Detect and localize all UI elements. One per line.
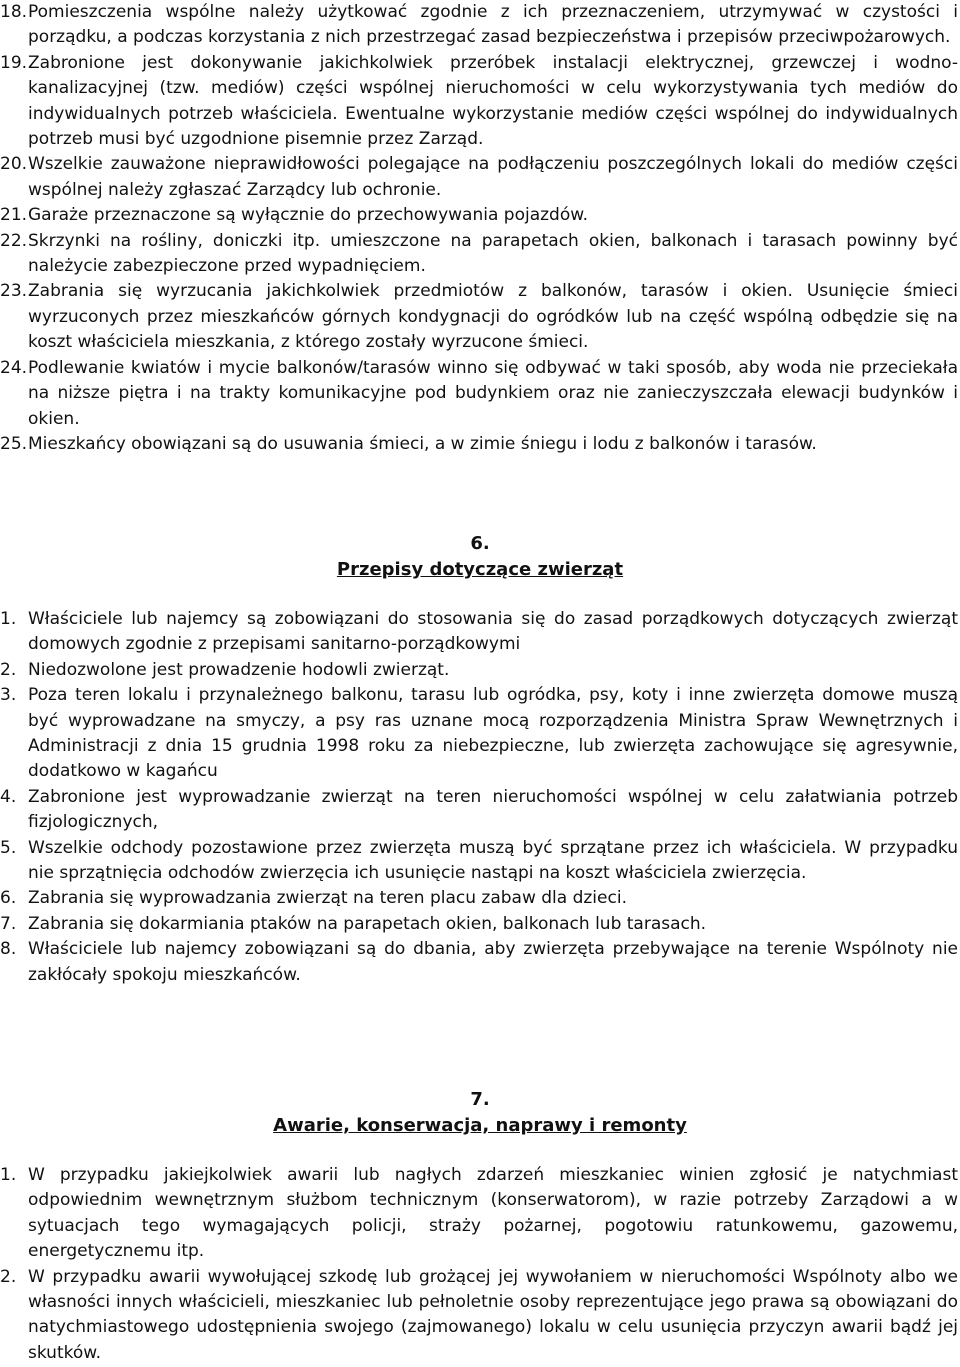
item-number: 7. (0, 913, 17, 934)
item-number: 20. (0, 154, 28, 175)
list-item (0, 607, 958, 658)
item-number: 4. (0, 786, 17, 807)
section-7-list (0, 1163, 958, 1366)
section-5-list (0, 0, 958, 457)
item-number: 23. (0, 281, 28, 302)
item-text: Wszelkie zauważone nieprawidłowości polegające na podłączeniu poszczególnych lokali do mediów części wspólnej należy zgłaszać Zarządcy lub ochronie. (28, 154, 958, 200)
list-item (0, 1163, 958, 1265)
section-6-title: Przepisy dotyczące zwierząt (336, 559, 624, 580)
item-number: 1. (0, 1165, 17, 1185)
item-text: Mieszkańcy obowiązani są do usuwania śmieci, a w zimie śniegu i lodu z balkonów i tarasów. (28, 433, 817, 454)
item-number: 1. (0, 609, 17, 629)
list-item (0, 279, 958, 355)
section-7-heading (0, 1087, 960, 1139)
item-number: 2. (0, 1266, 17, 1287)
list-item (0, 51, 958, 153)
item-text: Właściciele lub najemcy są zobowiązani do stosowania się do zasad porządkowych dotyczących zwierząt domowych zgodnie z przepisami sanitarno-porządkowymi (28, 609, 958, 655)
item-text: Pomieszczenia wspólne należy użytkować zgodnie z ich przeznaczeniem, utrzymywać w czystości i porządku, a podczas korzystania z nich przestrzegać zasad bezpieczeństwa i przepisów przeciwpożarowych. (28, 2, 958, 48)
section-6-number: 6. (470, 533, 490, 554)
section-7-number: 7. (470, 1089, 490, 1110)
section-6-heading (0, 531, 960, 583)
item-number: 19. (0, 52, 28, 73)
list-item (0, 912, 958, 937)
item-number: 18. (0, 2, 28, 22)
item-text: Podlewanie kwiatów i mycie balkonów/tarasów winno się odbywać w taki sposób, aby woda nie przeciekała na niższe piętra i na trakty komunikacyjne pod budynkiem oraz nie zanieczyszczała elewacji budynków i okien. (28, 357, 958, 429)
list-item (0, 886, 958, 911)
item-text: Poza teren lokalu i przynależnego balkonu, tarasu lub ogródka, psy, koty i inne zwierzęta domowe muszą być wyprowadzane na smyczy, a psy ras uznane mocą rozporządzenia Ministra Spraw Wewnętrznych i Administracji z dnia 15 grudnia 1998 roku za niebezpieczne, lub zwierzęta zachowujące się agresywnie, dodatkowo w kagańcu (28, 685, 958, 782)
list-item (0, 432, 958, 457)
list-item (0, 203, 958, 228)
list-item (0, 658, 958, 683)
item-number: 25. (0, 433, 28, 454)
list-item (0, 1265, 958, 1367)
item-text: Zabrania się dokarmiania ptaków na parapetach okien, balkonach lub tarasach. (28, 913, 707, 934)
item-number: 3. (0, 685, 17, 706)
list-item (0, 785, 958, 836)
list-item (0, 152, 958, 203)
item-text: W przypadku jakiejkolwiek awarii lub nagłych zdarzeń mieszkaniec winien zgłosić je natychmiast odpowiednim wewnętrznym służbom technicznym (konserwatorom), w razie potrzeby Zarządowi a w sytuacjach tego wymagających policji, straży pożarnej, pogotowiu ratunkowemu, gazowemu, energetycznemu itp. (28, 1165, 958, 1262)
section-7-title: Awarie, konserwacja, naprawy i remonty (273, 1115, 687, 1136)
item-text: Właściciele lub najemcy zobowiązani są do dbania, aby zwierzęta przebywające na terenie Wspólnoty nie zakłócały spokoju mieszkańców. (28, 939, 958, 985)
item-text: Niedozwolone jest prowadzenie hodowli zwierząt. (28, 659, 450, 680)
item-text: Garaże przeznaczone są wyłącznie do przechowywania pojazdów. (28, 205, 588, 226)
item-number: 5. (0, 837, 17, 858)
item-text: Zabrania się wyprowadzania zwierząt na teren placu zabaw dla dzieci. (28, 888, 627, 909)
item-number: 6. (0, 888, 17, 909)
item-number: 21. (0, 205, 28, 226)
list-item (0, 683, 958, 785)
item-text: Wszelkie odchody pozostawione przez zwierzęta muszą być sprzątane przez ich właściciela. W przypadku nie sprzątnięcia odchodów zwierzęcia ich usunięcie nastąpi na koszt właściciela zwierzęcia. (28, 837, 958, 884)
section-6-list (0, 607, 958, 988)
list-item (0, 229, 958, 280)
list-item (0, 356, 958, 432)
list-item (0, 836, 958, 887)
list-item (0, 937, 958, 988)
item-text: Skrzynki na rośliny, doniczki itp. umieszczone na parapetach okien, balkonach i tarasach powinny być należycie zabezpieczone przed wypadnięciem. (28, 230, 958, 277)
item-text: Zabronione jest dokonywanie jakichkolwiek przeróbek instalacji elektrycznej, grzewczej i wodno-kanalizacyjnej (tzw. mediów) części wspólnej nieruchomości w celu wykorzystywania tych mediów do indywidualnych potrzeb właściciela. Ewentualne wykorzystanie mediów części wspólnej do indywidualnych potrzeb musi być uzgodnione pisemnie przez Zarząd. (28, 52, 958, 150)
item-number: 24. (0, 357, 28, 378)
item-text: Zabrania się wyrzucania jakichkolwiek przedmiotów z balkonów, tarasów i okien. Usunięcie śmieci wyrzuconych przez mieszkańców górnych kondygnacji do ogródków lub na część wspólną odbędzie się na koszt właściciela mieszkania, z którego zostały wyrzucone śmieci. (28, 281, 958, 353)
item-number: 8. (0, 939, 17, 960)
item-text: W przypadku awarii wywołującej szkodę lub grożącej jej wywołaniem w nieruchomości Wspólnoty albo we własności innych właścicieli, mieszkaniec lub pełnoletnie osoby reprezentujące jego prawa są obowiązani do natychmiastowego udostępnienia swojego (zajmowanego) lokalu w celu usunięcia przyczyn awarii bądź jej skutków. (28, 1266, 958, 1363)
item-text: Zabronione jest wyprowadzanie zwierząt na teren nieruchomości wspólnej w celu załatwiania potrzeb fizjologicznych, (28, 786, 958, 833)
item-number: 2. (0, 659, 17, 680)
item-number: 22. (0, 230, 28, 251)
list-item (0, 0, 958, 51)
